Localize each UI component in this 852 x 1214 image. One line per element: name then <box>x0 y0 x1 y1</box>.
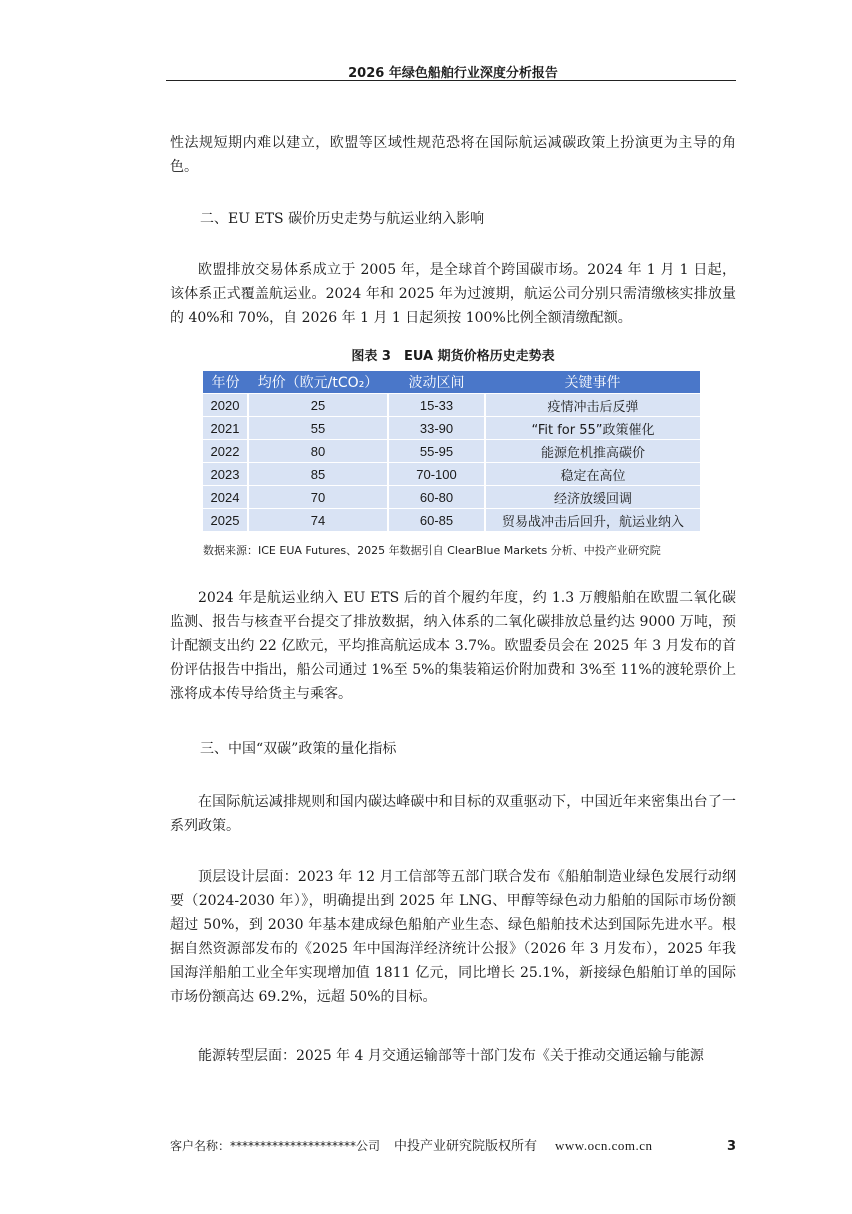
table-row <box>203 486 700 509</box>
section-heading-eu-ets: 二、EU ETS 碳价历史走势与航运业纳入影响 <box>200 211 485 227</box>
cell-year: 2025 <box>203 509 248 532</box>
cell-avg-price: 85 <box>248 463 388 486</box>
cell-key-event: 稳定在高位 <box>485 463 700 486</box>
footer-client-name: 客户名称：*********************公司 <box>170 1139 381 1153</box>
footer-copyright: 中投产业研究院版权所有 <box>394 1139 538 1154</box>
table-source-note: 数据来源：ICE EUA Futures、2025 年数据引自 ClearBlue Markets 分析、中投产业研究院 <box>203 544 661 557</box>
cell-year: 2022 <box>203 440 248 463</box>
cell-key-event: 经济放缓回调 <box>485 486 700 509</box>
section-heading-china-dual-carbon: 三、中国“双碳”政策的量化指标 <box>200 741 397 757</box>
table-row <box>203 463 700 486</box>
page-header-title: 2026 年绿色船舶行业深度分析报告 <box>348 66 558 81</box>
table-header-row <box>203 371 700 394</box>
paragraph-top-level-design: 顶层设计层面：2023 年 12 月工信部等五部门联合发布《船舶制造业绿色发展行动纲要（2024-2030 年）》，明确提出到 2025 年 LNG、甲醇等绿色动力船舶的国际市场份额超过 50%，到 2030 年基本建成绿色船舶产业生态、绿色船舶技术达到国际先进水平。根据自然资源部发布的《2025 年中国海洋经济统计公报》（2026 年 3 月发布），2025 年我国海洋船舶工业全年实现增加值 1811 亿元，同比增长 25.1%，新接绿色船舶订单的国际市场份额高达 69.2%，远超 50%的目标。 <box>170 869 736 1005</box>
cell-range: 33-90 <box>388 417 485 440</box>
table-row <box>203 440 700 463</box>
column-header-key-event: 关键事件 <box>485 371 700 394</box>
cell-range: 55-95 <box>388 440 485 463</box>
cell-year: 2024 <box>203 486 248 509</box>
paragraph-energy-transition: 能源转型层面：2025 年 4 月交通运输部等十部门发布《关于推动交通运输与能源 <box>198 1048 704 1064</box>
paragraph-continuation: 性法规短期内难以建立，欧盟等区域性规范恐将在国际航运减碳政策上扮演更为主导的角色。 <box>170 135 736 175</box>
cell-range: 70-100 <box>388 463 485 486</box>
column-header-year: 年份 <box>203 371 248 394</box>
table-caption: 图表 3 EUA 期货价格历史走势表 <box>351 349 555 364</box>
paragraph-policy-drivers: 在国际航运减排规则和国内碳达峰碳中和目标的双重驱动下，中国近年来密集出台了一系列政策。 <box>170 794 736 834</box>
cell-key-event: 疫情冲击后反弹 <box>485 394 700 417</box>
cell-year: 2021 <box>203 417 248 440</box>
cell-range: 15-33 <box>388 394 485 417</box>
cell-key-event: 能源危机推高碳价 <box>485 440 700 463</box>
cell-year: 2023 <box>203 463 248 486</box>
cell-avg-price: 25 <box>248 394 388 417</box>
header-divider <box>166 80 736 81</box>
paragraph-shipping-first-year: 2024 年是航运业纳入 EU ETS 后的首个履约年度，约 1.3 万艘船舶在欧盟二氧化碳监测、报告与核查平台提交了排放数据，纳入体系的二氧化碳排放总量约达 9000 万吨，预计配额支出约 22 亿欧元，平均推高航运成本 3.7%。欧盟委员会在 2025 年 3 月发布的首份评估报告中指出，船公司通过 1%至 5%的集装箱运价附加费和 3%至 11%的渡轮票价上涨将成本传导给货主与乘客。 <box>170 590 736 702</box>
table-row <box>203 417 700 440</box>
cell-avg-price: 74 <box>248 509 388 532</box>
page-footer <box>170 1135 736 1154</box>
eua-price-table <box>203 371 700 531</box>
cell-year: 2020 <box>203 394 248 417</box>
cell-range: 60-80 <box>388 486 485 509</box>
page-number: 3 <box>726 1139 736 1154</box>
cell-avg-price: 80 <box>248 440 388 463</box>
cell-avg-price: 70 <box>248 486 388 509</box>
cell-range: 60-85 <box>388 509 485 532</box>
footer-website-link[interactable]: www.ocn.com.cn <box>555 1138 653 1153</box>
cell-key-event: “Fit for 55”政策催化 <box>485 417 700 440</box>
column-header-avg-price: 均价（欧元/tCO₂） <box>248 371 388 394</box>
cell-key-event: 贸易战冲击后回升，航运业纳入 <box>485 509 700 532</box>
table-row <box>203 394 700 417</box>
table-row <box>203 509 700 532</box>
column-header-range: 波动区间 <box>388 371 485 394</box>
paragraph-eu-ets-intro: 欧盟排放交易体系成立于 2005 年，是全球首个跨国碳市场。2024 年 1 月 1 日起，该体系正式覆盖航运业。2024 年和 2025 年为过渡期，航运公司分别只需清缴核实排放量的 40%和 70%，自 2026 年 1 月 1 日起须按 100%比例全额清缴配额。 <box>170 262 736 326</box>
cell-avg-price: 55 <box>248 417 388 440</box>
